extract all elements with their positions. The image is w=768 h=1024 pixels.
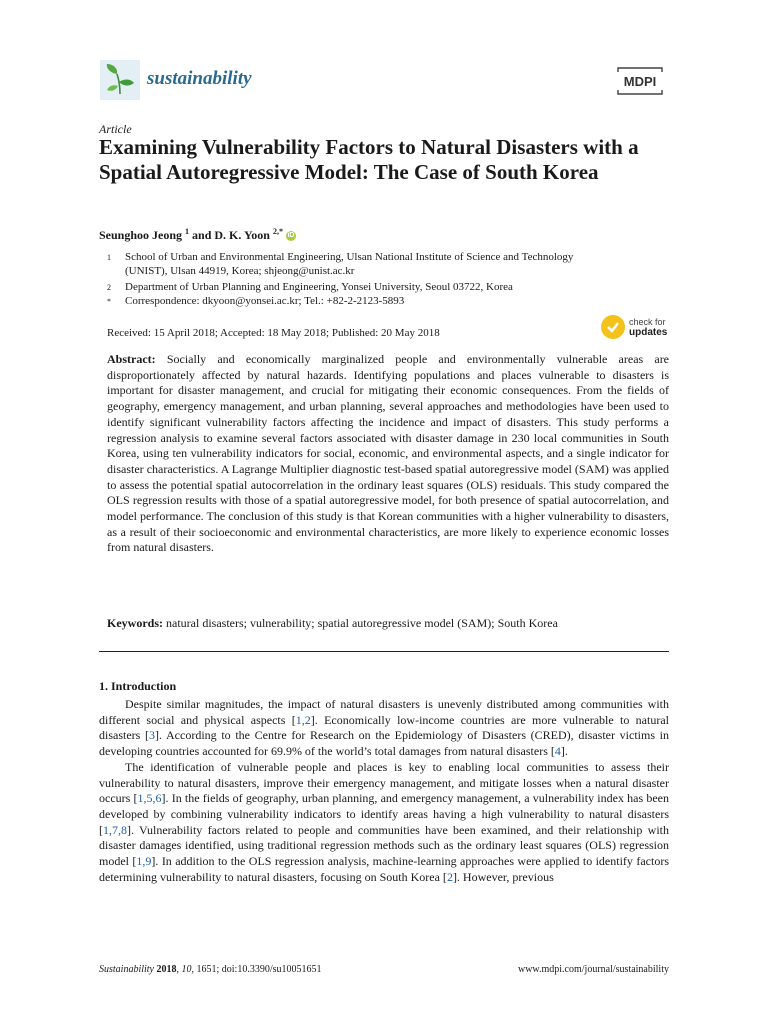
author-affiliation-mark: 1 [185,227,190,236]
journal-name: sustainability [147,68,252,89]
check-badge-line2: updates [629,327,668,338]
article-title: Examining Vulnerability Factors to Natural Disasters with a Spatial Autoregressive Model: The Case of South Korea [99,135,639,184]
author-list [99,227,296,243]
keywords-text: natural disasters; vulnerability; spatial autoregressive model (SAM); South Korea [166,616,558,630]
affiliation-text: Department of Urban Planning and Engineering, Yonsei University, Seoul 03722, Korea [125,281,513,293]
author-affiliation-mark: 2,* [272,227,283,236]
correspondence-text: Correspondence: dkyoon@yonsei.ac.kr; Tel.: +82-2-2123-5893 [125,295,405,307]
publisher-logo [612,64,668,98]
affiliation-mark: 1 [107,253,111,262]
keywords-label: Keywords: [107,616,163,630]
journal-logo [100,60,140,100]
intro-paragraph-2: The identification of vulnerable people and places is key to enabling local communities to assess their vulnerability to natural disasters, improve their emergency management, and mitigate losses when a natural disaster occurs [1,5,6]. In the fields of geography, urban planning, and emergency management, a vulnerability index has been developed by combining vulnerability indicators to identify areas having a high vulnerability to natural disasters [1,7,8]. Vulnerability factors related to people and communities have been examined, and their relationship with disaster damages identified, using traditional regression methods such as the ordinary least squares (OLS) regression model [1,9]. In addition to the OLS regression analysis, machine-learning approaches were applied to identify factors determining vulnerability to natural disasters, focusing on South Korea [2]. However, previous [99,759,669,884]
author-joiner: and [192,228,212,242]
divider [99,651,669,652]
keywords [107,616,669,632]
citation-link[interactable]: 1,2 [295,712,311,727]
leaf-icon [100,60,140,100]
abstract-label: Abstract: [107,352,156,366]
abstract [107,352,669,556]
author-name: D. K. Yoon [214,228,270,242]
footer-citation: Sustainability 2018, 10, 1651; doi:10.3390/su10051651 [99,964,322,975]
check-badge-line1: check for [629,317,666,327]
publication-dates: Received: 15 April 2018; Accepted: 18 May 2018; Published: 20 May 2018 [107,327,440,339]
citation-link[interactable]: 4 [554,744,561,759]
intro-paragraph-1: Despite similar magnitudes, the impact of natural disasters is unevenly distributed among communities with different social and physical aspects [1,2]. Economically low-income countries are more vulnerable to natural disasters [3]. According to the Centre for Research on the Epidemiology of Disasters (CRED), disaster victims in developing countries accounted for 69.9% of the world’s total damages from natural disasters [4]. [99,697,670,759]
affiliation-text: School of Urban and Environmental Engineering, Ulsan National Institute of Science and Technology (UNIST), Ulsan 44919, Korea; shjeong@unist.ac.kr [125,251,574,277]
citation-link[interactable]: 1,9 [136,854,152,869]
citation-link[interactable]: 1,5,6 [137,791,162,806]
orcid-icon[interactable]: iD [287,232,295,239]
affiliation-mark: * [107,297,111,306]
abstract-text: Socially and economically marginalized people and environmentally vulnerable areas are disproportionately affected by natural hazards. Identifying populations and places vulnerable to disasters is important for disaster management, and crucial for mitigating their economic consequences. From the fields of geography, emergency management, and urban planning, several approaches and methodologies have been used to identify significant vulnerability factors affecting the incidence and impact of disasters. This study performs a regression analysis to examine several factors associated with disaster damage in 230 local communities in South Korea, using ten vulnerability indicators for social, economic, and environmental aspects, and a single indicator for disaster characteristics. A Lagrange Multiplier diagnostic test-based spatial autoregressive model (SAM) was applied to assess the potential spatial autocorrelation in the ordinary least squares (OLS) residuals. This study compared the OLS regression results with those of a spatial autoregressive model, for both presence of spatial autocorrelation, and model performance. The conclusion of this study is that Korean communities with a higher vulnerability to disasters, as a result of their socioeconomic and environmental characteristics, are more likely to experience economic losses from natural disasters. [107,352,670,555]
section-heading: 1. Introduction [99,679,177,693]
affiliation-mark: 2 [107,283,111,292]
citation-link[interactable]: 2 [446,869,453,884]
check-for-updates-badge[interactable] [601,315,671,343]
intro-body [99,697,669,885]
citation-link[interactable]: 3 [149,728,155,743]
footer-url[interactable]: www.mdpi.com/journal/sustainability [517,964,669,975]
publisher-text: MDPI [623,74,657,89]
check-updates-icon [601,315,625,339]
citation-link[interactable]: 1,7,8 [103,822,127,837]
author-name: Seunghoo Jeong [99,228,183,242]
article-type: Article [99,122,132,136]
